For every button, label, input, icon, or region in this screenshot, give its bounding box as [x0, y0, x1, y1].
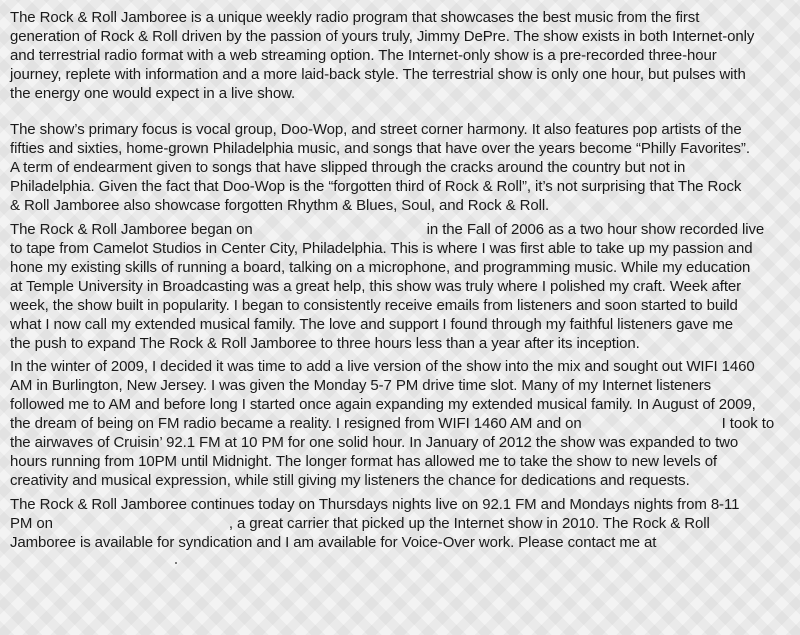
text-line: The Rock & Roll Jamboree is a unique weekly radio program that showcases the best music from the first [10, 9, 700, 26]
text-line: journey, replete with information and a more laid-back style. The terrestrial show is only one hour, but pulses with [10, 66, 746, 83]
text-segment: I took to [721, 415, 775, 432]
text-line: The Rock & Roll Jamboree continues today on Thursdays nights live on 92.1 FM and Mondays nights from 8-11 [10, 496, 740, 513]
text-line: hone my existing skills of running a board, talking on a microphone, and programming music. While my education [10, 259, 751, 276]
text-line: hours running from 10PM until Midnight. The longer format has allowed me to take the show to new levels of [10, 453, 717, 470]
text-line [10, 220, 792, 239]
text-segment: the dream of being on FM radio became a reality. I resigned from WIFI 1460 AM and on [10, 415, 582, 432]
text-segment: in the Fall of 2006 as a two hour show recorded live [426, 221, 765, 238]
paragraph-intro [10, 8, 792, 103]
text-line: the airwaves of Cruisin’ 92.1 FM at 10 PM for one solid hour. In January of 2012 the show was expanded to two [10, 434, 739, 451]
text-line: & Roll Jamboree also showcase forgotten Rhythm & Blues, Soul, and Rock & Roll. [10, 197, 550, 214]
text-line: generation of Rock & Roll driven by the passion of yours truly, Jimmy DePre. The show exists in both Internet-only [10, 28, 755, 45]
text-line: week, the show built in popularity. I began to consistently receive emails from listeners and soon started to build [10, 297, 738, 314]
text-line: The show’s primary focus is vocal group, Doo-Wop, and street corner harmony. It also features pop artists of the [10, 121, 742, 138]
paragraph-expansion [10, 357, 792, 490]
text-line: fifties and sixties, home-grown Philadelphia music, and songs that have over the years become “Philly Favorites”. [10, 140, 750, 157]
text-line: and terrestrial radio format with a web streaming option. The Internet-only show is a pre-recorded three-hour [10, 47, 717, 64]
text-line: the energy one would expect in a live show. [10, 85, 296, 102]
text-line: AM in Burlington, New Jersey. I was given the Monday 5-7 PM drive time slot. Many of my Internet listeners [10, 377, 712, 394]
text-segment: The Rock & Roll Jamboree began on [10, 221, 253, 238]
text-line: what I now call my extended musical family. The love and support I found through my faithful listeners gave me [10, 316, 733, 333]
stray-mark [175, 562, 177, 564]
text-line: In the winter of 2009, I decided it was time to add a live version of the show into the mix and sought out WIFI 1460 [10, 358, 755, 375]
text-line: Jamboree is available for syndication and I am available for Voice-Over work. Please contact me at [10, 534, 657, 551]
paragraph-today [10, 495, 792, 552]
text-line: Philadelphia. Given the fact that Doo-Wop is the “forgotten third of Rock & Roll”, it’s not surprising that The Rock [10, 178, 742, 195]
text-line: to tape from Camelot Studios in Center City, Philadelphia. This is where I was first able to take up my passion and [10, 240, 753, 257]
text-line [10, 414, 792, 433]
paragraph-focus [10, 120, 792, 215]
text-segment: PM on [10, 515, 53, 532]
text-segment: , a great carrier that picked up the Internet show in 2010. The Rock & Roll [228, 515, 710, 532]
text-line: creativity and musical expression, while still giving my listeners the chance for dedications and requests. [10, 472, 690, 489]
text-line [10, 514, 792, 533]
text-line: at Temple University in Broadcasting was a great help, this show was truly where I polished my craft. Week after [10, 278, 742, 295]
text-line: the push to expand The Rock & Roll Jamboree to three hours less than a year after its inception. [10, 335, 640, 352]
paragraph-history [10, 220, 792, 353]
text-line: A term of endearment given to songs that have slipped through the cracks around the country but not in [10, 159, 686, 176]
text-line: followed me to AM and before long I started once again expanding my extended musical family. In August of 2009, [10, 396, 756, 413]
